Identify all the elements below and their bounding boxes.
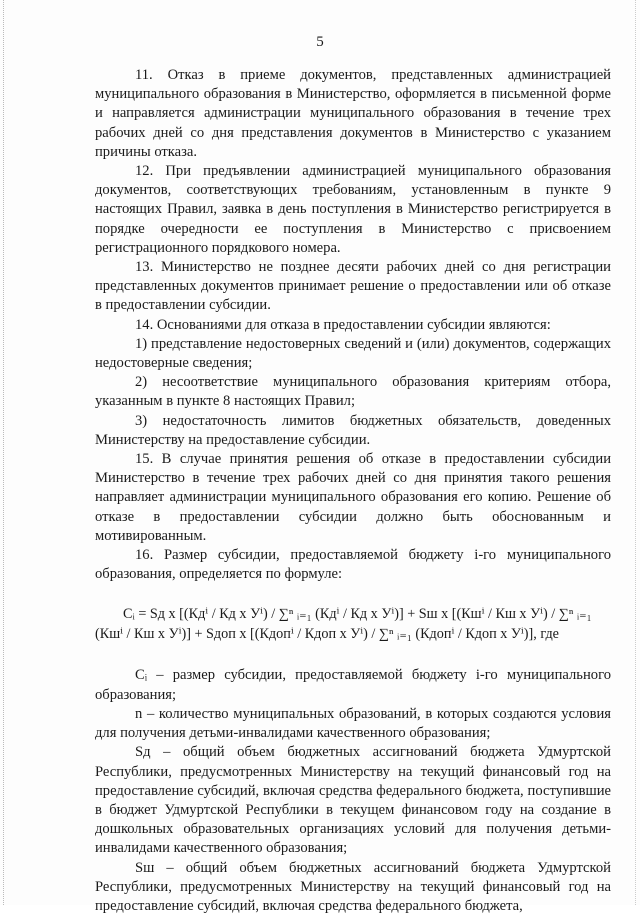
formula-line-2: (Кшⁱ / Кш x Уⁱ)] + Sдоп x [(Кдопⁱ / Кдоп x Уⁱ) / ∑ⁿ ᵢ₌₁ (Кдопⁱ / Кдоп x Уⁱ)], где xyxy=(95,626,559,643)
paragraph-item-14: 14. Основаниями для отказа в предоставлении субсидии являются: xyxy=(135,316,551,333)
formula-line-1: Cᵢ = Sд x [(Кдⁱ / Кд x Уⁱ) / ∑ⁿ ᵢ₌₁ (Кдⁱ / Кд x Уⁱ)] + Sш x [(Кшⁱ / Кш x Уⁱ) / ∑ⁿ ᵢ₌₁ xyxy=(123,606,592,623)
paragraph-item-13: 13. Министерство не позднее десяти рабочих дней со дня регистрации представленных документов принимает решение о предоставлении или об отказе в предоставлении субсидии. xyxy=(95,259,611,314)
paragraph-item-16: 16. Размер субсидии, предоставляемой бюджету i-го муниципального образования, определяется по формуле: xyxy=(95,547,611,583)
paragraph-item-15: 15. В случае принятия решения об отказе в предоставлении субсидии Министерство в течение трех рабочих дней со дня принятия такого решения направляет администрации муниципального образования его копию. Решение об отказе в предоставлении субсидии должно быть обоснованным и мотивированным. xyxy=(95,451,611,544)
definition-ssh: Sш – общий объем бюджетных ассигнований бюджета Удмуртской Республики, предусмотренных Министерству на текущий финансовый год на предоставление субсидий, включая средства федерального бюджета, xyxy=(95,859,611,914)
list-item-3: 3) недостаточность лимитов бюджетных обязательств, доведенных Министерству на предоставление субсидии. xyxy=(95,412,611,448)
list-item-2: 2) несоответствие муниципального образования критериям отбора, указанным в пункте 8 настоящих Правил; xyxy=(95,374,611,410)
definition-sd: Sд – общий объем бюджетных ассигнований бюджета Удмуртской Республики, предусмотренных Министерству на текущий финансовый год на предоставление субсидий, включая средства федерального бюджета, поступившие в бюджет Удмуртской Республики в текущем финансовом году на создание в дошкольных образовательных организациях условий для получения детьми-инвалидами качественного образования; xyxy=(95,744,611,857)
subsidy-formula xyxy=(95,604,611,644)
definition-ci: Сᵢ – размер субсидии, предоставляемой бюджету i-го муниципального образования; xyxy=(95,667,611,703)
paragraph-item-12: 12. При предъявлении администрацией муниципального образования документов, соответствующих требованиям, установленным в пункте 9 настоящих Правил, заявка в день поступления в Министерство регистрируется в порядке очередности ее поступления в Министерство с присвоением регистрационного порядкового номера. xyxy=(95,163,611,256)
left-binding-edge xyxy=(3,0,5,905)
page-number: 5 xyxy=(316,34,324,50)
definition-n: n – количество муниципальных образований, в которых создаются условия для получения детьми-инвалидами качественного образования; xyxy=(95,705,611,742)
list-item-1: 1) представление недостоверных сведений и (или) документов, содержащих недостоверные сведения; xyxy=(95,335,611,372)
right-binding-edge xyxy=(635,0,637,905)
paragraph-item-11: 11. Отказ в приеме документов, представленных администрацией муниципального образования в Министерство, оформляется в письменной форме и направляется администрации муниципального образования в течение трех рабочих дней со дня представления документов в Министерство с указанием причины отказа. xyxy=(95,67,611,160)
document-body xyxy=(95,66,611,916)
